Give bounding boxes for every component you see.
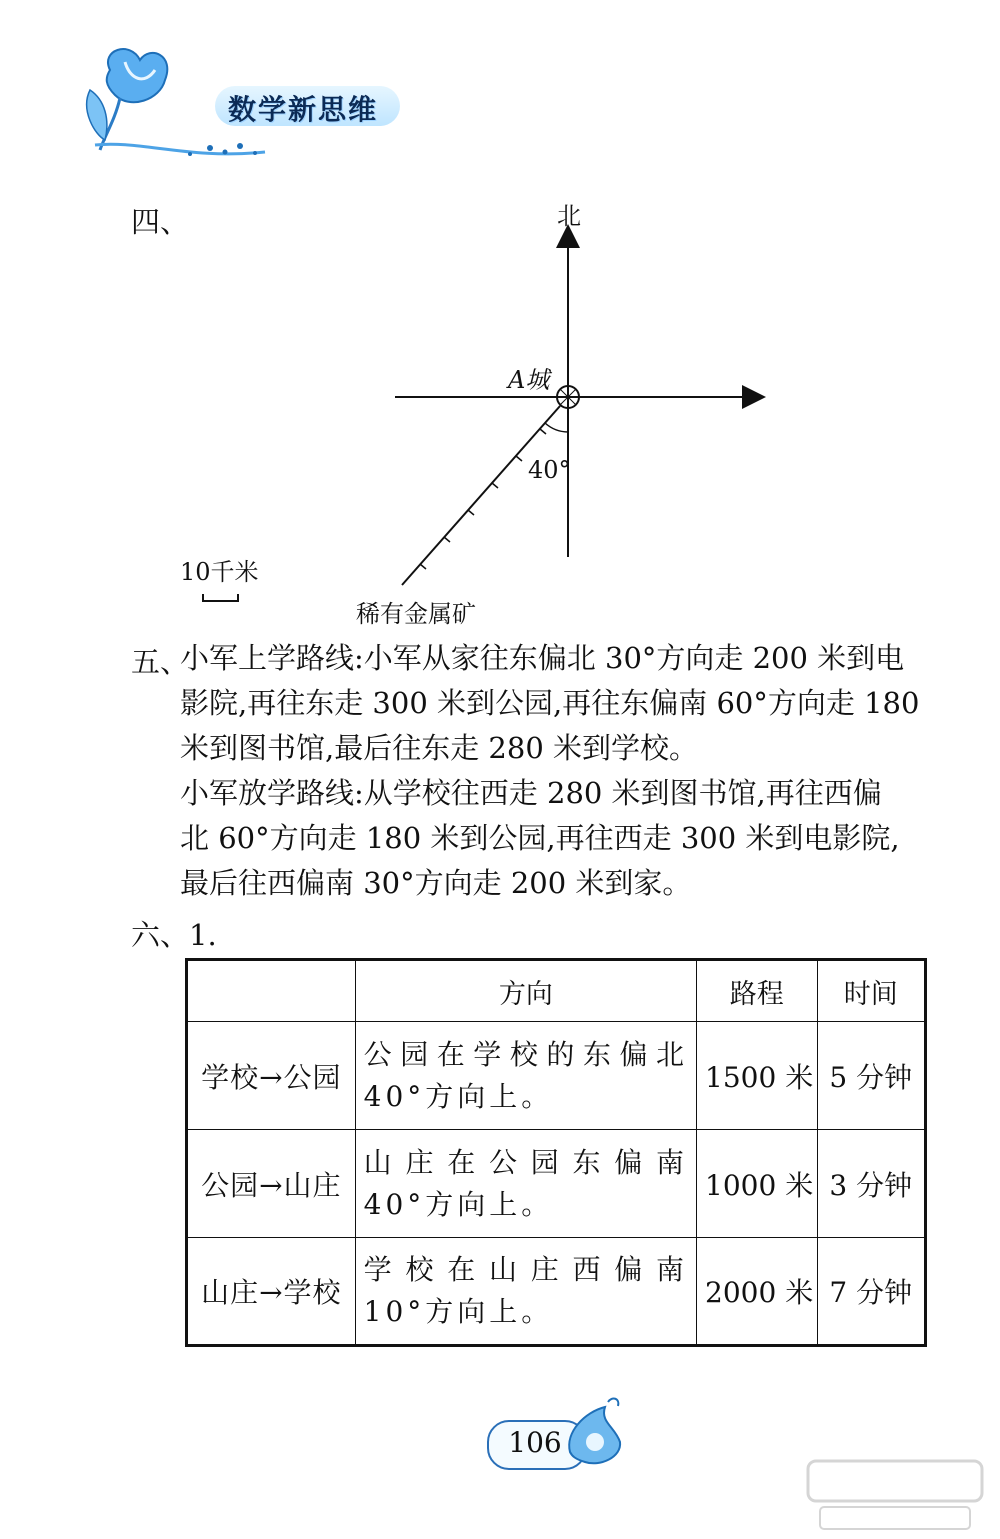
segment-cell: 学校→公园 xyxy=(187,1022,356,1130)
angle-arc xyxy=(545,423,568,432)
direction-cell: 山庄在公园东偏南 40°方向上。 xyxy=(355,1130,696,1238)
mine-route-line xyxy=(402,406,560,585)
route-ticks xyxy=(420,429,546,569)
table-row xyxy=(187,1238,926,1346)
watermark xyxy=(800,1455,990,1535)
section5-line-3: 米到图书馆,最后往东走 280 米到学校。 xyxy=(180,731,699,765)
section5-line-1: 小军上学路线:小军从家往东偏北 30°方向走 200 米到电 xyxy=(180,641,905,675)
table-row xyxy=(187,1022,926,1130)
water-splash-icon xyxy=(560,1392,630,1472)
table-header-blank xyxy=(187,960,356,1022)
city-label: A城 xyxy=(508,366,550,394)
section5-line-5: 北 60°方向走 180 米到公园,再往西走 300 米到电影院, xyxy=(180,821,900,855)
segment-cell: 公园→山庄 xyxy=(187,1130,356,1238)
segment-cell: 山庄→学校 xyxy=(187,1238,356,1346)
scale-bar xyxy=(203,594,238,601)
time-cell: 3 分钟 xyxy=(817,1130,925,1238)
distance-cell: 1000 米 xyxy=(697,1130,817,1238)
page-number: 106 xyxy=(508,1426,562,1459)
route-table xyxy=(185,958,927,1347)
direction-diagram xyxy=(0,0,1000,640)
scale-label: 10千米 xyxy=(180,558,259,586)
section5-line-2: 影院,再往东走 300 米到公园,再往东偏南 60°方向走 180 xyxy=(180,686,920,720)
direction-cell: 公园在学校的东偏北40°方向上。 xyxy=(355,1022,696,1130)
table-header-direction: 方向 xyxy=(355,960,696,1022)
watermark-logo-icon xyxy=(800,1455,990,1535)
header-title: 数学新思维 xyxy=(228,93,379,126)
table-header-row xyxy=(187,960,926,1022)
mine-label: 稀有金属矿 xyxy=(356,600,476,628)
section6-heading: 六、1. xyxy=(131,918,217,952)
section4-heading: 四、 xyxy=(131,205,190,239)
section5-line-6: 最后往西偏南 30°方向走 200 米到家。 xyxy=(180,866,692,900)
distance-cell: 2000 米 xyxy=(697,1238,817,1346)
table-row xyxy=(187,1130,926,1238)
table-header-time: 时间 xyxy=(817,960,925,1022)
angle-label: 40° xyxy=(528,456,571,484)
time-cell: 5 分钟 xyxy=(817,1022,925,1130)
table-header-distance: 路程 xyxy=(697,960,817,1022)
distance-cell: 1500 米 xyxy=(697,1022,817,1130)
direction-cell: 学校在山庄西偏南 10°方向上。 xyxy=(355,1238,696,1346)
section5-line-4: 小军放学路线:从学校往西走 280 米到图书馆,再往西偏 xyxy=(180,776,882,810)
time-cell: 7 分钟 xyxy=(817,1238,925,1346)
north-label: 北 xyxy=(557,202,581,230)
section5-heading: 五、 xyxy=(131,645,190,679)
